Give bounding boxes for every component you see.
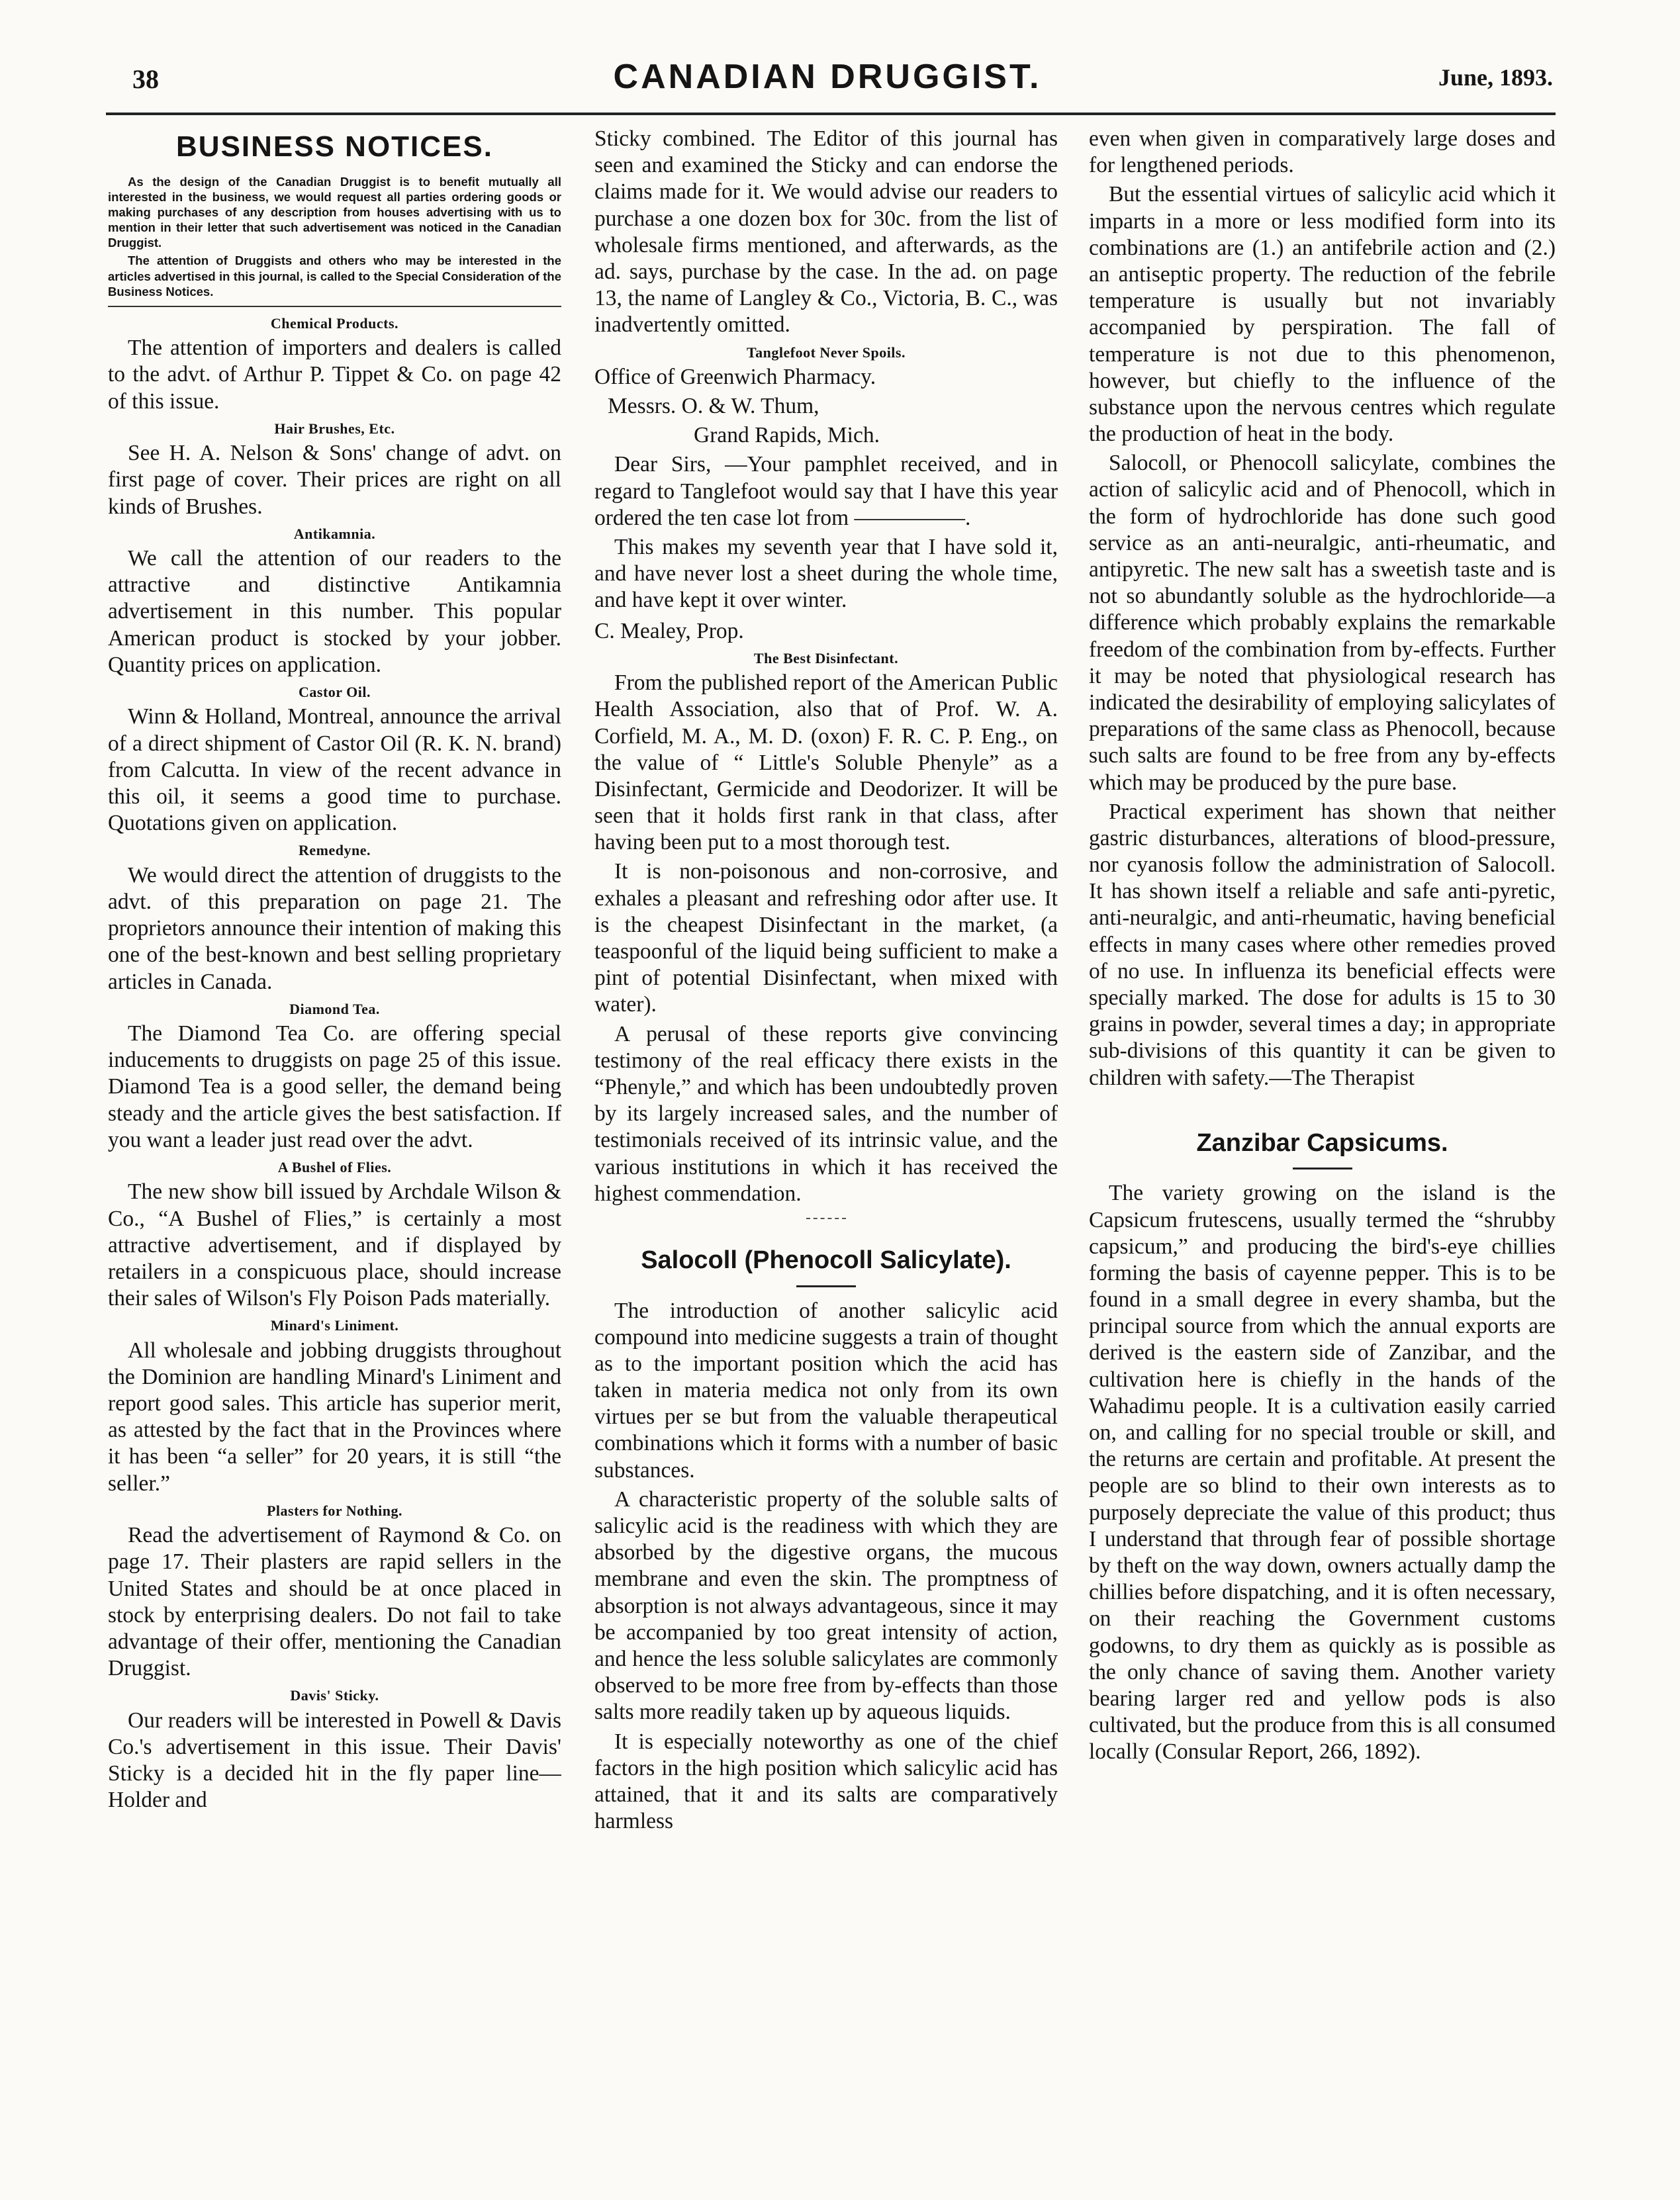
divider [806, 1218, 846, 1219]
paragraph: Winn & Holland, Montreal, announce the arrival of a direct shipment of Castor Oil (R. K. N. brand) from Calcutta. In view of the recent advance in this oil, it seems a good time to purchase. Quotations given on application. [108, 704, 561, 836]
divider [108, 306, 561, 307]
paragraph: The introduction of another salicylic acid compound into medicine suggests a train of thought as to the important position which the acid has taken in materia medica not only from its own virtues per se but from the valuable therapeutical combinations which it forms with a number of basic substances. [594, 1298, 1058, 1483]
paragraph: The attention of importers and dealers is called to the advt. of Arthur P. Tippet & Co. on page 42 of this issue. [108, 336, 561, 414]
paragraph: From the published report of the American Public Health Association, also that of Prof. W. A. Corfield, M. A., M. D. (oxon) F. R. C. P. Eng., on the value of “ Little's Soluble Phenyle” as a Disinfectant, Germicide and Deodorizer. It will be seen that it holds first rank in that class, after having been put to a most thorough test. [594, 670, 1058, 855]
paragraph: A perusal of these reports give convincing testimony of the real efficacy there exists in the “Phenyle,” and which has been undoubtedly proven by its largely increased sales, and the number of testimonials received of its intrinsic value, and the various institutions in which it has received the highest commendation. [594, 1021, 1058, 1206]
subheading-diamond-tea: Diamond Tea. [289, 1000, 380, 1017]
letter-address-1: Messrs. O. & W. Thum, [608, 394, 819, 419]
paragraph: We call the attention of our readers to the attractive and distinctive Antikamnia advertisement in this number. This popular American product is stocked by your jobber. Quantity prices on application. [108, 546, 561, 677]
paragraph: Sticky combined. The Editor of this journal has seen and examined the Sticky and can endorse the claims made for it. We would advise our readers to purchase a one dozen box for 30c. from the list of wholesale firms mentioned, and afterwards, as the ad. says, purchase by the case. In the ad. on page 13, the name of Langley & Co., Victoria, B. C., was inadvertently omitted. [594, 126, 1058, 338]
paragraph: It is especially noteworthy as one of the chief factors in the high position which salicylic acid has attained, that it and its salts are comparatively harmless [594, 1729, 1058, 1834]
subheading-davis-sticky: Davis' Sticky. [290, 1687, 379, 1704]
paragraph: The variety growing on the island is the Capsicum frutescens, usually termed the “shrubby capsicum,” and producing the bird's-eye chillies forming the basis of cayenne pepper. This is to be found in a small degree in every shamba, but the principal source from which the annual exports are derived is the eastern side of Zanzibar, and the cultivation here is chiefly in the hands of the Wahadimu people. It is a cultivation easily carried on, and calling for no special trouble or skill, and the returns are certain and profitable. At present the people are so blind to their own interests as to purposely depreciate the value of this product; thus I understand that through fear of possible shortage by theft on the way down, owners actually damp the chillies before dispatching, and it is often necessary, on their reaching the Government customs godowns, to dry them as quickly as is possible as the only chance of saving them. Another variety bearing larger red and yellow pods is also cultivated, but the produce from this is all consumed locally (Consular Report, 266, 1892). [1089, 1181, 1556, 1765]
paragraph: Salocoll, or Phenocoll salicylate, combines the action of salicylic acid and of Phenocoll, which in the form of hydrochloride has done such good service as an anti-neuralgic, anti-rheumatic, and antipyretic. The new salt has a sweetish taste and is not so abundantly soluble as the hydrochloride—a difference which probably explains the remarkable freedom of the combination from by-effects. Further it may be noted that physiological research has indicated the desirability of employing salicylates of preparations of the same class as Phenocoll, because such salts are found to be free from any by-effects which may be produced by the pure base. [1089, 451, 1556, 795]
issue-date: June, 1893. [1438, 64, 1553, 91]
paragraph: We would direct the attention of druggists to the advt. of this preparation on page 21. The proprietors announce their intention of making this one of the best-known and best selling proprietary articles in Canada. [108, 862, 561, 994]
subheading-remedyne: Remedyne. [299, 842, 371, 859]
journal-title: CANADIAN DRUGGIST. [613, 58, 1042, 96]
title-rule [1293, 1168, 1352, 1169]
letter-address-2: Grand Rapids, Mich. [694, 423, 880, 448]
subheading-antikamnia: Antikamnia. [293, 525, 376, 542]
paragraph: It is non-poisonous and non-corrosive, and exhales a pleasant and refreshing odor after use. It is the cheapest Disinfectant in the market, (a teaspoonful of the liquid being sufficient to make a pint of potential Disinfectant, when mixed with water). [594, 859, 1058, 1017]
subheading-best-disinfectant: The Best Disinfectant. [753, 649, 899, 666]
letter-office: Office of Greenwich Pharmacy. [594, 364, 876, 389]
subheading-minards-liniment: Minard's Liniment. [270, 1317, 399, 1334]
column-3 [1089, 126, 1556, 2171]
notice-intro-2: The attention of Druggists and others who may be interested in the articles advertised in this journal, is called to the Special Consideration of the Business Notices. [108, 253, 561, 298]
subheading-castor-oil: Castor Oil. [299, 684, 371, 701]
paragraph: The Diamond Tea Co. are offering special inducements to druggists on page 25 of this issue. Diamond Tea is a good seller, the demand being steady and the article gives the best satisfaction. If you want a leader just read over the advt. [108, 1021, 561, 1152]
business-notices-title: BUSINESS NOTICES. [176, 130, 493, 163]
page-number: 38 [132, 64, 159, 94]
subheading-bushel-of-flies: A Bushel of Flies. [277, 1159, 392, 1176]
page-header [99, 56, 1556, 109]
paragraph: Our readers will be interested in Powell & Davis Co.'s advertisement in this issue. Their Davis' Sticky is a decided hit in the fly paper line—Holder and [108, 1708, 561, 1813]
letter-paragraph: This makes my seventh year that I have sold it, and have never lost a sheet during the whole time, and have kept it over winter. [594, 535, 1058, 613]
paragraph: A characteristic property of the soluble salts of salicylic acid is the readiness with which they are absorbed by the digestive organs, the mucous membrane and even the skin. The promptness of absorption is not always advantageous, since it may be accompanied by too great intensity of action, and hence the less soluble salicylates are commonly observed to be more free from by-effects than those salts more readily taken up by aqueous liquids. [594, 1487, 1058, 1725]
subheading-chemical-products: Chemical Products. [270, 314, 399, 332]
paragraph: But the essential virtues of salicylic acid which it imparts in a more or less modified form into its combinations are (1.) an antifebrile action and (2.) an antiseptic property. The reduction of the febrile temperature is usually but not invariably accompanied by perspiration. The fall of temperature is not due to this phenomenon, however, but chiefly to the influence of the substance upon the nervous centres which regulate the production of heat in the body. [1089, 182, 1556, 447]
paragraph: All wholesale and jobbing druggists throughout the Dominion are handling Minard's Liniment and report good sales. This article has superior merit, as attested by the fact that in the Provinces where it has been “a seller” for 20 years, it is still “the seller.” [108, 1338, 561, 1496]
paragraph: The new show bill issued by Archdale Wilson & Co., “A Bushel of Flies,” is certainly a most attractive advertisement, and if displayed by retailers in a conspicuous place, should increase their sales of Wilson's Fly Poison Pads materially. [108, 1179, 561, 1311]
salocoll-title: Salocoll (Phenocoll Salicylate). [641, 1246, 1011, 1274]
paragraph: Practical experiment has shown that neither gastric disturbances, alterations of blood-pressure, nor cyanosis follow the administration of Salocoll. It has shown itself a reliable and safe anti-pyretic, anti-neuralgic, and anti-rheumatic, having beneficial effects in many cases where other remedies proved of no use. In influenza its beneficial effects were specially marked. The dose for adults is 15 to 30 grains in powder, several times a day; in appropriate sub-divisions of this quantity it can be given to children with safety.—The Therapist [1089, 799, 1556, 1090]
column-2 [594, 126, 1058, 2171]
paragraph: Read the advertisement of Raymond & Co. on page 17. Their plasters are rapid sellers in the United States and should be at once placed in stock by enterprising dealers. Do not fail to take advantage of their offer, mentioning the Canadian Druggist. [108, 1523, 561, 1681]
subheading-hair-brushes: Hair Brushes, Etc. [274, 420, 395, 437]
notice-intro-1: As the design of the Canadian Druggist is to benefit mutually all interested in the business, we would request all parties ordering goods or making purchases of any description from houses advertising with us to mention in their letter that such advertisement was noticed in the Canadian Druggist. [108, 174, 561, 250]
paragraph: even when given in comparatively large doses and for lengthened periods. [1089, 126, 1556, 178]
paragraph: See H. A. Nelson & Sons' change of advt. on first page of cover. Their prices are right on all kinds of Brushes. [108, 441, 561, 519]
column-1 [108, 126, 561, 2171]
header-rule [106, 113, 1556, 115]
zanzibar-title: Zanzibar Capsicums. [1196, 1128, 1448, 1157]
letter-signature: C. Mealey, Prop. [594, 618, 744, 643]
title-rule [796, 1285, 856, 1287]
letter-paragraph: Dear Sirs, —Your pamphlet received, and in regard to Tanglefoot would say that I have this year ordered the ten case lot from —————. [594, 452, 1058, 530]
subheading-plasters: Plasters for Nothing. [266, 1502, 403, 1519]
subheading-tanglefoot: Tanglefoot Never Spoils. [747, 344, 906, 361]
